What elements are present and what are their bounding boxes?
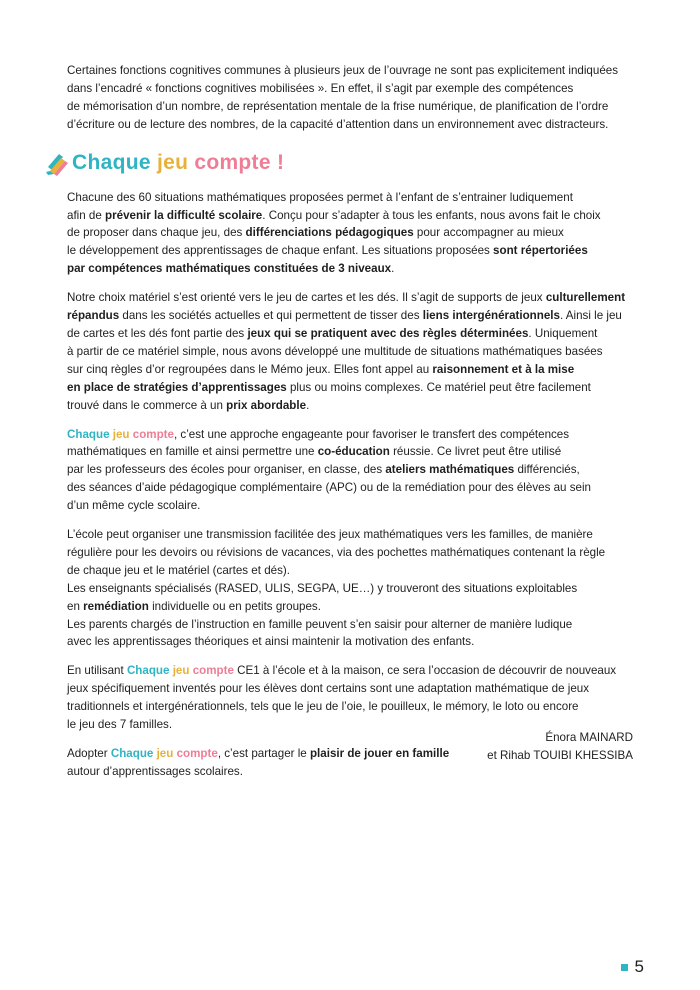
page-number-value: 5	[634, 957, 644, 976]
intro-paragraph: Certaines fonctions cognitives communes à plusieurs jeux de l’ouvrage ne sont pas explicitement indiquées dans l’encadré « fonctions cognitives mobilisées ». En effet, il s’agit par exemple des compétences de mémorisation d’un nombre, de représentation mentale de la frise numérique, de planification de l’ordre d’écriture ou de lecture des nombres, de la capacité d’attention dans un environnement avec distracteurs.	[67, 64, 619, 131]
paragraph-2: Notre choix matériel s’est orienté vers le jeu de cartes et les dés. Il s’agit de supports de jeux culturellement répandus dans les sociétés actuelles et qui permettent de tisser des liens intergénérationnels. Ainsi le jeu de cartes et les dés font partie des jeux qui se pratiquent avec des règles déterminées. Uniquement à partir de ce matériel simple, nous avons développé une multitude de situations mathématiques basées sur cinq règles d’or regroupées dans le Mémo jeux. Elles font appel au raisonnement et à la mise en place de stratégies d’apprentissages plus ou moins complexes. Ce matériel peut être facilement trouvé dans le commerce à un prix abordable.	[67, 291, 626, 412]
page-number	[621, 957, 644, 977]
pencil-stripes-icon	[45, 150, 71, 176]
section-heading	[45, 148, 647, 178]
paragraph-3: Chaque jeu compte, c’est une approche engageante pour favoriser le transfert des compétences mathématiques en famille et ainsi permettre une co-éducation réussie. Ce livret peut être utilisé par les professeurs des écoles pour organiser, en classe, des ateliers mathématiques différenciés, des séances d’aide pédagogique complémentaire (APC) ou de la remédiation pour des élèves au sein d’un même cycle scolaire.	[67, 427, 591, 513]
paragraph-1: Chacune des 60 situations mathématiques proposées permet à l’enfant de s’entrainer ludiquement afin de prévenir la difficulté scolaire. Conçu pour s’adapter à tous les enfants, nous avons fait le choix de proposer dans chaque jeu, des différenciations pédagogiques pour accompagner au mieux le développement des apprentissages de chaque enfant. Les situations proposées sont répertoriées par compétences mathématiques constituées de 3 niveaux.	[67, 190, 601, 276]
signature	[487, 729, 633, 765]
author-line-1: Énora MAINARD	[545, 731, 633, 744]
author-line-2: et Rihab TOUIBI KHESSIBA	[487, 748, 633, 762]
brand-name: Chaque jeu compte	[67, 427, 174, 441]
brand-name: Chaque jeu compte	[126, 664, 234, 678]
page-body	[67, 62, 647, 792]
paragraph-6: Adopter Chaque jeu compte, c’est partager le plaisir de jouer en famille autour d’apprentissages scolaires.	[67, 747, 450, 778]
paragraph-5: En utilisant Chaque jeu compte CE1 à l’école et à la maison, ce sera l’occasion de découvrir de nouveaux jeux spécifiquement inventés pour les élèves dont certains sont une adaptation mathématique de jeux traditionnels et intergénérationnels, tels que le jeu de l’oie, le pouilleux, le mémory, le loto ou encore le jeu des 7 familles.	[67, 664, 617, 732]
square-bullet-icon	[621, 964, 628, 971]
paragraph-4: L’école peut organiser une transmission facilitée des jeux mathématiques vers les familles, de manière régulière pour les devoirs ou révisions de vacances, via des pochettes mathématiques contenant la règle de chaque jeu et le matériel (cartes et dés). Les enseignants spécialisés (RASED, ULIS, SEGPA, UE…) y trouveront des situations exploitables en remédiation individuelle ou en petits groupes. Les parents chargés de l’instruction en famille peuvent s’en saisir pour alterner de manière ludique avec les apprentissages théoriques et ainsi maintenir la motivation des enfants.	[67, 528, 606, 649]
brand-name: Chaque jeu compte	[110, 747, 218, 760]
section-title: Chaque jeu compte !	[72, 150, 285, 174]
